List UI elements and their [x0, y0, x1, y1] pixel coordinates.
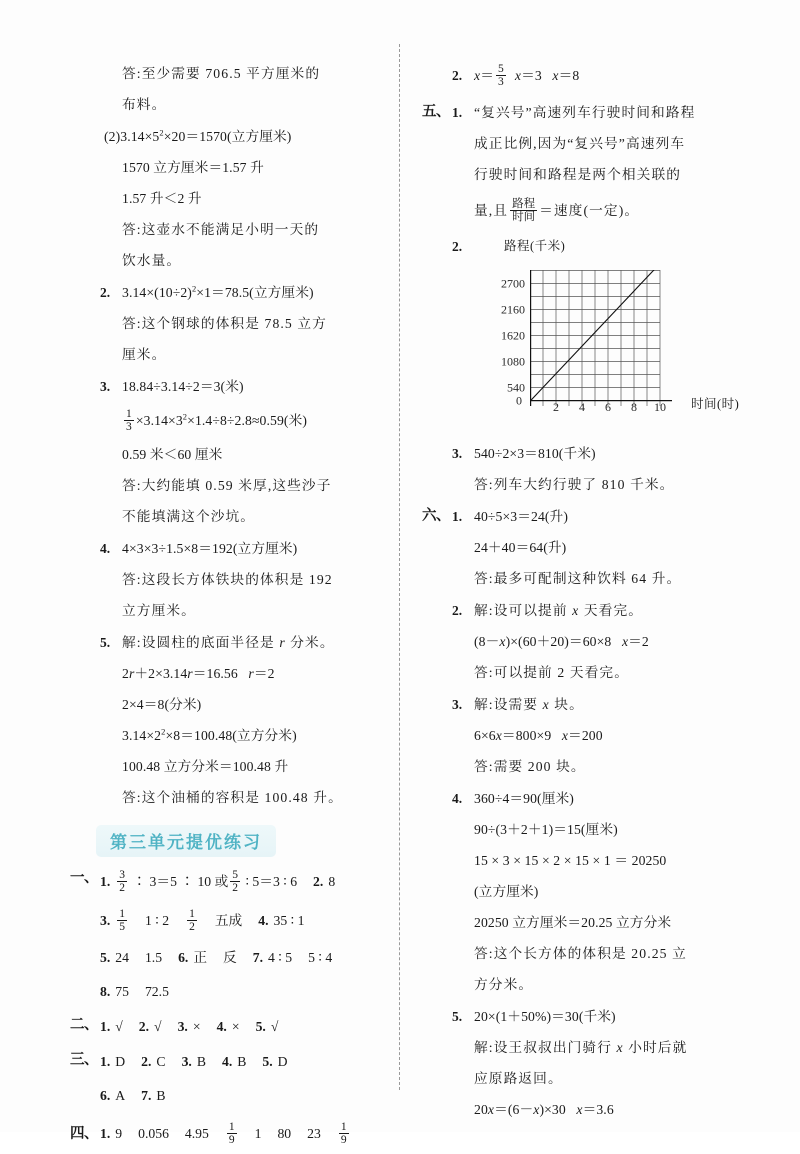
- answer-value: 1.5: [144, 950, 163, 965]
- solution-line: 90÷(3＋2＋1)＝15(厘米): [474, 822, 618, 837]
- solution-line: 答:至少需要 706.5 平方厘米的: [122, 66, 321, 81]
- answer-value: 反: [223, 950, 237, 965]
- solution-line: $3.14\times 2^2\times 8=100.48$(立方分米): [122, 726, 297, 743]
- solution-line: $3.14\times(10\div 2)^2\times 1=78.5$(立方厘米): [122, 283, 314, 300]
- answer-row: [100, 863, 378, 901]
- answer-value: √: [154, 1019, 162, 1034]
- answer-value: 4.95: [184, 1126, 209, 1141]
- solution-lines: [122, 533, 378, 626]
- answer-value: ×: [192, 1019, 201, 1034]
- solution-line: 答:可以提前 2 天看完。: [474, 665, 629, 680]
- answer-value: 24: [115, 950, 129, 965]
- solution-block: [70, 627, 378, 813]
- item-number: 4.: [100, 541, 111, 556]
- solution-line: 0.59 米＜60 厘米: [122, 447, 223, 462]
- fraction-five-thirds: $\frac{5}{3}$: [497, 62, 504, 89]
- answer-row: [100, 1045, 378, 1079]
- chart-y-axis-label: 路程(千米): [504, 239, 566, 253]
- solution-line: 不能填满这个沙坑。: [122, 509, 256, 524]
- answer-value: 8: [328, 874, 336, 889]
- solution-block: [422, 97, 742, 232]
- answer-value: 9: [115, 1126, 123, 1141]
- item-number: 3.: [100, 379, 111, 394]
- question-number: 7.: [252, 950, 263, 965]
- question-number: 5.: [100, 950, 111, 965]
- answer-value: 正: [193, 950, 208, 965]
- solution-block: [422, 438, 742, 500]
- section-marker: 一、: [70, 870, 98, 886]
- line-chart: [478, 256, 740, 432]
- solution-line: 18.84÷3.14÷2＝3(米): [122, 379, 244, 394]
- item-number: 1.: [452, 105, 463, 120]
- answer-value: 80: [277, 1126, 292, 1141]
- y-tick-label: 1080: [501, 354, 525, 368]
- solution-line: 4×3×3÷1.5×8＝192(立方厘米): [122, 541, 298, 556]
- solution-block: [70, 371, 378, 532]
- solution-lines: [122, 58, 378, 120]
- x-tick-label: 8: [631, 400, 637, 414]
- question-number: 1.: [100, 874, 111, 889]
- x-tick-label: 10: [654, 400, 666, 414]
- answer-value: 23: [307, 1126, 321, 1141]
- item-number: 4.: [452, 791, 463, 806]
- solution-block: [422, 783, 742, 1000]
- vertical-gridlines: [543, 270, 660, 406]
- question-number: 3.: [177, 1019, 188, 1034]
- x-tick-label: 6: [605, 400, 611, 414]
- answer-value: ×: [231, 1019, 240, 1034]
- solution-lines: [474, 56, 742, 96]
- solution-line: 答:大约能填 0.59 米厚,这些沙子: [122, 478, 332, 493]
- solution-line: 解:设王叔叔出门骑行 x 小时后就: [474, 1040, 688, 1055]
- chart-plot-area: [501, 270, 672, 414]
- solution-line: 答:这个油桶的容积是 100.48 升。: [122, 790, 343, 805]
- answer-value: [225, 1114, 239, 1154]
- solution-lines: [474, 783, 742, 1000]
- solution-block: [70, 58, 378, 120]
- answer-section-3: [70, 1045, 378, 1113]
- y-tick-label: 2160: [501, 302, 525, 316]
- solution-line: 20×(1＋50%)＝30(千米): [474, 1009, 616, 1024]
- question-number: 2.: [313, 874, 324, 889]
- item-number: 1.: [452, 509, 463, 524]
- question-number: 6.: [100, 1088, 111, 1103]
- solution-lines: [474, 438, 742, 500]
- solution-lines: [474, 595, 742, 688]
- solution-line: 厘米。: [122, 347, 167, 362]
- solution-line: 解:设需要 x 块。: [474, 697, 584, 712]
- solution-line: 1.57 升＜2 升: [122, 191, 202, 206]
- answer-value: 0.056: [138, 1126, 169, 1141]
- fraction-three-halves: $\frac{3}{2}$: [119, 868, 126, 895]
- answer-section-2: [70, 1010, 378, 1044]
- answer-rows: [100, 1114, 378, 1154]
- solution-block: [422, 56, 742, 96]
- y-tick-label: 2700: [501, 276, 525, 290]
- answer-value: 72.5: [144, 984, 169, 999]
- solution-lines: [474, 501, 742, 594]
- answer-row: [100, 1010, 378, 1044]
- solution-line: 应原路返回。: [474, 1071, 563, 1086]
- item-number: 2.: [452, 603, 463, 618]
- answer-row: [100, 1114, 378, 1154]
- solution-lines: [474, 689, 742, 782]
- solution-line: 540÷2×3＝810(千米): [474, 446, 596, 461]
- answer-value: D: [115, 1054, 126, 1069]
- unit-title: 第三单元提优练习: [96, 825, 276, 857]
- answer-value: [115, 901, 129, 941]
- answer-value: $\frac{3}{2}$ ∶ 3＝5 ∶ 10 或 $\frac{5}{2}$ ∶ 5＝3 ∶ 6: [119, 868, 298, 895]
- x-tick-label: 2: [553, 400, 559, 414]
- left-column: [0, 0, 400, 1147]
- y-tick-label: 1620: [501, 328, 525, 342]
- solution-line: 360÷4＝90(厘米): [474, 791, 574, 806]
- solution-line: 饮水量。: [122, 253, 182, 268]
- chart-origin-label: 0: [516, 393, 522, 408]
- answer-section-4: [70, 1114, 378, 1154]
- item-number: 2.: [452, 239, 463, 254]
- solution-line: “复兴号”高速列车行驶时间和路程: [474, 105, 696, 120]
- solution-line: 立方厘米。: [122, 603, 196, 618]
- solution-line: 40÷5×3＝24(升): [474, 509, 568, 524]
- question-number: 3.: [181, 1054, 192, 1069]
- answer-row: [100, 941, 378, 975]
- answer-value: 5 ∶ 4: [308, 950, 333, 965]
- question-number: 8.: [100, 984, 111, 999]
- question-number: 1.: [100, 1126, 111, 1141]
- solution-line: 6×6x＝800×9 x＝200: [474, 728, 603, 743]
- answer-value: D: [277, 1054, 288, 1069]
- solution-line: 答:需要 200 块。: [474, 759, 586, 774]
- answer-value: √: [115, 1019, 123, 1034]
- item-number: 3.: [452, 697, 463, 712]
- question-number: 5.: [262, 1054, 273, 1069]
- question-number: 3.: [100, 913, 111, 928]
- solution-lines: [122, 627, 378, 813]
- right-column: [400, 0, 800, 1132]
- chart-block: [422, 236, 742, 432]
- solution-line: 答:列车大约行驶了 810 千米。: [474, 477, 675, 492]
- solution-lines: [474, 97, 742, 232]
- question-number: 4.: [258, 913, 269, 928]
- solution-line: 解:设可以提前 x 天看完。: [474, 603, 644, 618]
- question-number: 7.: [141, 1088, 152, 1103]
- answer-rows: [100, 1045, 378, 1113]
- solution-block: [70, 121, 378, 276]
- answer-row: [100, 975, 378, 1009]
- question-number: 4.: [216, 1019, 227, 1034]
- fraction-one-ninth: $\frac{1}{9}$: [228, 1120, 235, 1147]
- solution-block: [422, 1001, 742, 1125]
- solution-block: [70, 533, 378, 626]
- x-axis: [530, 397, 672, 405]
- question-number: 1.: [100, 1019, 111, 1034]
- answer-value: C: [156, 1054, 166, 1069]
- answer-value: B: [156, 1088, 166, 1103]
- solution-block: [70, 277, 378, 370]
- answer-value: B: [237, 1054, 247, 1069]
- question-number: 2.: [138, 1019, 150, 1034]
- fraction-one-fifth: $\frac{1}{5}$: [119, 907, 126, 934]
- question-number: 1.: [100, 1054, 111, 1069]
- question-number: 2.: [141, 1054, 152, 1069]
- solution-lines: [122, 371, 378, 532]
- section-marker: 三、: [70, 1052, 98, 1068]
- solution-block: [422, 689, 742, 782]
- answer-value: [185, 901, 199, 941]
- solution-block: [422, 501, 742, 594]
- solution-line: 布料。: [122, 97, 167, 112]
- answer-value: 4 ∶ 5: [268, 950, 293, 965]
- solution-line: 100.48 立方分米＝100.48 升: [122, 759, 289, 774]
- solution-line: 20x＝(6－x)×30 x＝3.6: [474, 1102, 614, 1117]
- solution-line: 成正比例,因为“复兴号”高速列车: [474, 136, 686, 151]
- answer-value: 75: [115, 984, 129, 999]
- solution-line: 答:这壶水不能满足小明一天的: [122, 222, 320, 237]
- solution-lines: [122, 277, 378, 370]
- section-marker: 六、: [422, 508, 450, 524]
- unit-title-banner: [70, 825, 378, 857]
- solution-line: $(2)3.14\times 5^2\times 20=1570$(立方厘米): [104, 127, 292, 144]
- section-marker: 五、: [422, 104, 450, 120]
- answer-value: 五成: [214, 913, 243, 928]
- section-marker: 四、: [70, 1126, 98, 1142]
- fraction-five-halves: $\frac{5}{2}$: [232, 868, 239, 895]
- answer-value: B: [196, 1054, 206, 1069]
- fraction-one-third: $\frac{1}{3}$: [126, 407, 132, 434]
- item-number: 3.: [452, 446, 463, 461]
- solution-lines: [104, 121, 378, 276]
- question-number: 6.: [178, 950, 189, 965]
- solution-lines: [474, 1001, 742, 1125]
- y-tick-label: 540: [507, 380, 525, 394]
- solution-line: 20250 立方厘米＝20.25 立方分米: [474, 915, 672, 930]
- item-number: 2.: [452, 68, 463, 83]
- answer-section-1: [70, 863, 378, 1009]
- chart-grid-and-line: [530, 270, 672, 406]
- solution-line: 量,且 $\frac{\text{路程}}{\text{时间}}$ ＝速度(一定)。: [474, 197, 640, 224]
- solution-line: 1570 立方厘米＝1.57 升: [122, 160, 264, 175]
- fraction-one-half: $\frac{1}{2}$: [189, 907, 195, 934]
- item-number: 5.: [100, 635, 111, 650]
- item-number: 2.: [100, 285, 111, 300]
- solution-line: 答:这个长方体的体积是 20.25 立: [474, 946, 687, 961]
- answer-rows: [100, 863, 378, 1009]
- solution-line: (8－x)×(60＋20)＝60×8 x＝2: [474, 634, 649, 649]
- fraction-one-ninth: $\frac{1}{9}$: [340, 1120, 347, 1147]
- solution-line: 15 × 3 × 15 × 2 × 15 × 1 ＝ 20250: [474, 853, 667, 868]
- answer-value: √: [270, 1019, 279, 1034]
- solution-line: 方分米。: [474, 977, 534, 992]
- answer-row: [100, 1079, 378, 1113]
- answer-rows: [100, 1010, 378, 1044]
- chart-container: [474, 236, 742, 432]
- solution-line: (立方厘米): [474, 884, 539, 899]
- answer-row: [100, 901, 378, 941]
- question-number: 5.: [255, 1019, 266, 1034]
- answer-value: A: [115, 1088, 126, 1103]
- answer-value: [337, 1114, 351, 1154]
- solution-line: $\frac{1}{3}$ $\times 3.14\times 3^2\times 1.4\div 8\div 2.8\approx 0.59$(米): [126, 407, 308, 434]
- answer-value: 1: [254, 1126, 262, 1141]
- solution-line: 行驶时间和路程是两个相关联的: [474, 167, 682, 182]
- solution-line: 答:这个钢球的体积是 78.5 立方: [122, 316, 327, 331]
- solution-line: 24＋40＝64(升): [474, 540, 567, 555]
- y-axis: [530, 270, 534, 406]
- solution-line: 2×4＝8(分米): [122, 697, 202, 712]
- solution-block: [422, 595, 742, 688]
- solution-line: 解:设圆柱的底面半径是 r 分米。: [122, 635, 335, 650]
- solution-line: 答:最多可配制这种饮料 64 升。: [474, 571, 682, 586]
- answer-value: 1 ∶ 2: [145, 913, 170, 928]
- question-number: 4.: [221, 1054, 233, 1069]
- answer-value: 35 ∶ 1: [273, 913, 305, 928]
- solution-line: x＝ $\frac{5}{3}$ x＝3 x＝8: [474, 62, 580, 89]
- item-number: 5.: [452, 1009, 463, 1024]
- chart-x-axis-label: 时间(时): [691, 397, 740, 411]
- x-tick-label: 4: [579, 400, 585, 414]
- solution-line: 2r＋2×3.14r＝16.56 r＝2: [122, 666, 275, 681]
- fraction-distance-over-time: $\frac{\text{路程}}{\text{时间}}$: [512, 197, 536, 224]
- section-marker: 二、: [70, 1017, 98, 1033]
- solution-line: 答:这段长方体铁块的体积是 192: [122, 572, 333, 587]
